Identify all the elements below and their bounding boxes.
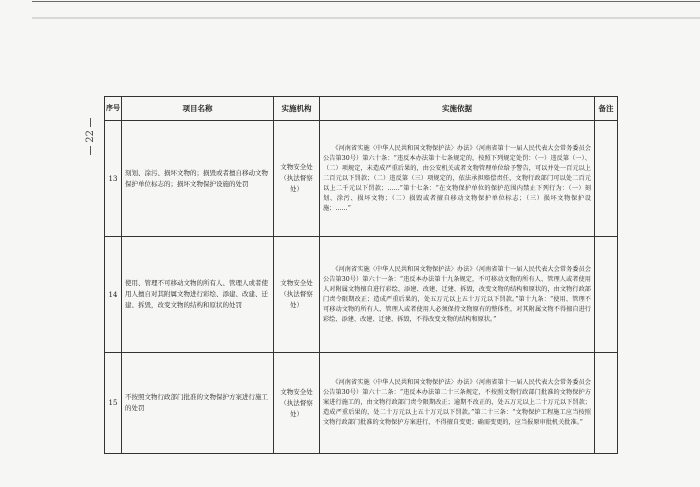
table-row	[105, 237, 618, 353]
row-org: 文物安全处（执法督察处）	[274, 353, 320, 454]
page-number	[83, 118, 97, 164]
table-row	[105, 121, 618, 237]
page-number-text: 22	[84, 130, 96, 143]
row-note	[595, 237, 618, 353]
row-note	[595, 353, 618, 454]
header-item: 项目名称	[122, 97, 274, 121]
penalty-table	[104, 96, 618, 454]
top-rule-shadow	[32, 17, 700, 19]
row-basis: 《河南省实施〈中华人民共和国文物保护法〉办法》（河南省第十一届人民代表大会常务委员会公告第30号）第六十一条：“违反本办法第十九条规定，不可移动文物的所有人、管理人或者使用人对附属文物擅自进行彩绘、添建、改建、迁建、拆毁，改变文物的结构和原状的，由文物行政部门责令限期改正；造成严重后果的，处五万元以上五十万元以下罚款。”第十九条：“使用、管理不可移动文物的所有人、管理人或者使用人必须保持文物原有的整体性，对其附属文物不得擅自进行彩绘、添建、改建、迁建、拆毁，不得改变文物的结构和原状。”	[320, 237, 595, 353]
header-seq: 序号	[105, 97, 122, 121]
row-item: 不按照文物行政部门批准的文物保护方案进行施工的处罚	[122, 353, 274, 454]
header-org: 实施机构	[274, 97, 320, 121]
row-item: 刻划、涂污、损坏文物的；损毁或者擅自移动文物保护单位标志的；损坏文物保护设施的处罚	[122, 121, 274, 237]
row-seq: 15	[105, 353, 122, 454]
row-basis: 《河南省实施〈中华人民共和国文物保护法〉办法》（河南省第十一届人民代表大会常务委员会公告第30号）第六十二条：“违反本办法第二十三条规定，不按照文物行政部门批准的文物保护方案进行施工的，由文物行政部门责令限期改正；逾期不改正的，处五万元以上二十万元以下罚款；造成严重后果的，处二十万元以上五十万元以下罚款。”第二十三条：“文物保护工程施工应当按照文物行政部门批准的文物保护方案进行，不得擅自变更；确需变更的，应当报原审批机关批准。”	[320, 353, 595, 454]
top-rule	[32, 1, 700, 2]
row-org: 文物安全处（执法督察处）	[274, 237, 320, 353]
row-basis: 《河南省实施〈中华人民共和国文物保护法〉办法》（河南省第十一届人民代表大会常务委员会公告第30号）第六十条：“违反本办法第十七条规定的，按照下列规定处罚：（一）违反第（一）、（二）项规定，未造成严重后果的，由公安机关或者文物管理单位给予警告，可以并处一百元以上二百元以下罚款；（二）违反第（三）项规定的，依法承担赔偿责任，文物行政部门可以处二百元以上二千元以下罚款；……”第十七条：“在文物保护单位的保护范围内禁止下列行为：（一）刻划、涂污、损坏文物；（二）损毁或者擅自移动文物保护单位标志；（三）损坏文物保护设施；……”	[320, 121, 595, 237]
page-number-dash-top	[90, 118, 91, 127]
row-note	[595, 121, 618, 237]
table-row	[105, 353, 618, 454]
page-number-dash-bottom	[90, 146, 91, 155]
row-org: 文物安全处（执法督察处）	[274, 121, 320, 237]
row-item: 使用、管理不可移动文物的所有人、管理人或者使用人擅自对其附属文物进行彩绘、添建、改建、迁建、拆毁，改变文物的结构和原状的处罚	[122, 237, 274, 353]
table-header-row	[105, 97, 618, 121]
row-seq: 13	[105, 121, 122, 237]
header-note: 备注	[595, 97, 618, 121]
row-seq: 14	[105, 237, 122, 353]
header-basis: 实施依据	[320, 97, 595, 121]
